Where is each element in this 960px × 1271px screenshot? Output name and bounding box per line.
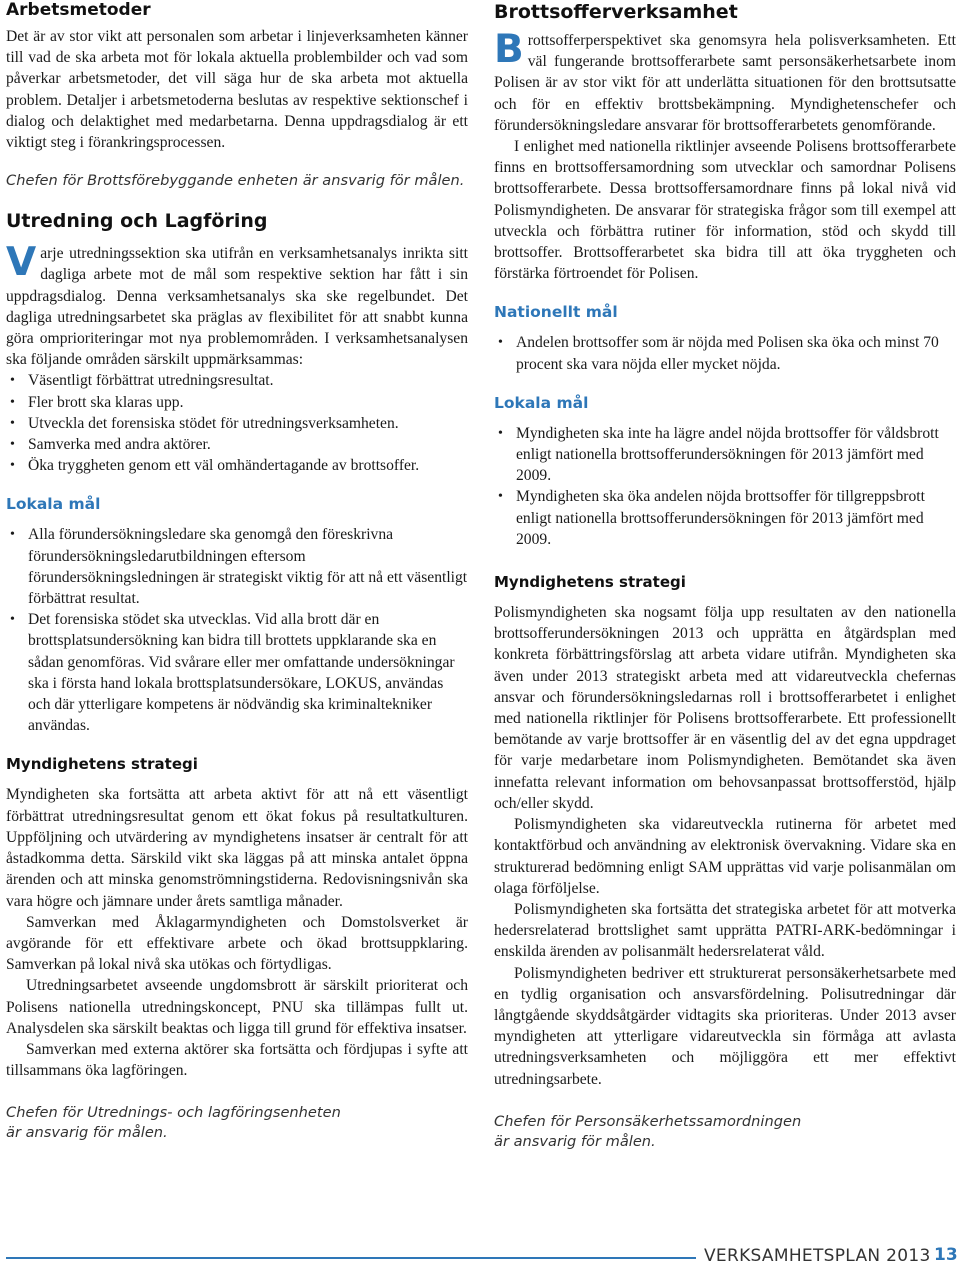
strategi-responsibility-note: Chefen för Utrednings- och lagföringsenheten är ansvarig för målen. <box>6 1104 341 1142</box>
arbetsmetoder-responsibility-note: Chefen för Brottsförebyggande enheten är ansvarig för målen. <box>6 172 465 190</box>
strategi-responsibility-note: Chefen för Personsäkerhetssamordningen är ansvarig för målen. <box>494 1112 802 1150</box>
strategi-paragraph: Polismyndigheten ska vidareutveckla rutinerna för arbetet med kontaktförbud och användning av elektronisk övervakning. Vidare ska en strukturerad bedömning enligt SAM upprättas vid varje polisanmälan om olaga förföljelse. <box>494 816 956 897</box>
utredning-bullet-list <box>6 370 468 476</box>
list-item: • Alla förundersökningsledare ska genomgå den föreskrivna förundersökningsledarutbildningen eftersom förundersökningsledningen är strategiskt viktig för att nå ett väsentligt förbättrat resultat. <box>10 526 468 608</box>
bullet-icon: • <box>10 458 15 474</box>
strategi-paragraph: Utredningsarbetet avseende ungdomsbrott är särskilt prioriterat och Polisens nationella utredningskoncept, PNU ska tillämpas fullt ut. Analysdelen ska särskilt beaktas och ligga till grund för effektiva insatser. <box>6 977 468 1037</box>
utredning-paragraph: arje utredningssektion ska utifrån en verksamhetsanalys inrikta sitt dagliga arbete mot de mål som respektive sektion har fått i sin uppdragsdialog. Denna verksamhetsanalys ska ske regelbundet. Det dagliga utredningsarbetet ska präglas av flexibilitet för att snabbt kunna göra omprioriteringar mot nya problemområden. I verksamhetsanalysen ska följande områden särskilt uppmärksammas: <box>6 245 468 369</box>
bullet-icon: • <box>10 612 15 628</box>
list-item: • Utveckla det forensiska stödet för utredningsverksamheten. <box>6 413 468 434</box>
strategi-paragraph: Myndigheten ska fortsätta att arbeta aktivt för att nå ett väsentligt förbättrat utredningsresultat genom ett ökat fokus på resultatkulturen. Uppföljning och utvärdering av myndighetens insatser är centralt för att åstadkomma detta. Särskild vikt ska läggas på att minska antalet öppna ärenden och att minska genomströmningstiderna. Redovisningsnivån ska vara högre och jämnare under årets samtliga månader. <box>6 786 468 910</box>
section-heading-utredning: Utredning och Lagföring <box>6 210 268 233</box>
nationellt-bullet-list <box>494 332 956 374</box>
drop-cap: V <box>6 240 37 286</box>
list-item: • Andelen brottsoffer som är nöjda med Polisen ska öka och minst 70 procent ska vara nöjda eller mycket nöjda. <box>498 334 939 373</box>
footer-title: VERKSAMHETSPLAN 2013 <box>704 1246 931 1266</box>
brottsoffer-paragraph: I enlighet med nationella riktlinjer avseende Polisens brottsofferarbete finns en brottsoffersamordning som utvecklar och samordnar Polisens brottsofferarbete. Dessa brottsoffersamordnare finns på lokal nivå vid Polismyndigheten. De ansvarar för strategiska frågor som till exempel att utveckla och förbättra rutiner för information, stöd och skydd till brottsoffer. Brottsofferarbetet ska bidra till att öka tryggheten och förstärka förtroendet för Polisen. <box>494 138 956 283</box>
left-column <box>6 0 468 1143</box>
brottsoffer-intro <box>494 27 956 136</box>
page-footer <box>0 1240 960 1270</box>
footer-rule <box>6 1257 696 1259</box>
list-item: • Öka tryggheten genom ett väl omhändertagande av brottsoffer. <box>6 455 468 476</box>
arbetsmetoder-paragraph: Det är av stor vikt att personalen som arbetar i linjeverksamheten känner till vad de ska arbeta mot för lokala aktuella problembilder och vad som påverkar arbetsmetoder, det vill säga hur de ska arbeta mot aktuella problem. Detaljer i arbetsmetoderna beslutas av respektive sektionschef i dialog och delaktighet med medarbetarna. Denna uppdragsdialog är ett viktigt steg i förankringsprocessen. <box>6 28 468 152</box>
brottsoffer-paragraph: rottsofferperspektivet ska genomsyra hela polisverksamheten. Ett väl fungerande brottsofferarbete samt personsäkerhetsarbete inom Polisen är av stor vikt för att underlätta situationen för den brottsutsatte och för en effektiv brottsbekämpning. Myndighetenschefer och förundersökningsledare ansvarar för brottsofferarbetets genomförande. <box>494 32 956 134</box>
subheading-lokala-mal: Lokala mål <box>494 393 589 412</box>
strategi-paragraph: Polismyndigheten ska nogsamt följa upp resultaten av den nationella brottsofferundersökningen 2013 och upprätta en åtgärdsplan med konkreta förbättringsförslag att arbeta vidare utifrån. Myndigheten ska även under 2013 strategiskt arbeta med att vidareutveckla chefernas ansvar och förundersökningsledarnas roll i brottsofferarbetet i enlighet med nationella riktlinjer för Polisens brottsofferarbete. Ett professionellt bemötande av varje brottsoffer är en väsentlig del av det egna uppdraget för varje medarbetare inom Polismyndigheten. Bemötandet ska även innefatta relevant information om behovsanpassat brottsofferstöd, hjälp och/eller skydd. <box>494 604 956 812</box>
section-heading-arbetsmetoder: Arbetsmetoder <box>6 0 151 20</box>
section-heading-brottsoffer: Brottsofferverksamhet <box>494 1 738 23</box>
utredning-intro <box>6 240 468 370</box>
subheading-myndighetens-strategi: Myndighetens strategi <box>6 755 198 774</box>
strategi-paragraph: Polismyndigheten bedriver ett strukturerat personsäkerhetsarbete med en tydlig organisation och ansvarsfördelning. Polisutredningar där långtgående skyddsåtgärder vidtagits ska prioriteras. Under 2013 avser myndigheten att ytterligare vidareutveckla sin förmåga att avlasta utredningsverksamheten och möjliggöra ett mer effektivt utredningsarbete. <box>494 964 956 1088</box>
bullet-icon: • <box>10 394 15 410</box>
drop-cap: B <box>494 27 524 72</box>
subheading-myndighetens-strategi: Myndighetens strategi <box>494 573 686 592</box>
list-item: • Myndigheten ska inte ha lägre andel nöjda brottsoffer för våldsbrott enligt nationella brottsofferundersökningen för 2013 jämfört med 2009. <box>498 424 939 485</box>
bullet-icon: • <box>10 415 15 431</box>
subheading-nationellt-mal: Nationellt mål <box>494 303 618 322</box>
page-number: 13 <box>934 1245 958 1265</box>
strategi-paragraph: Polismyndigheten ska fortsätta det strategiska arbetet för att motverka hedersrelaterad brottslighet samt upprätta PATRI-ARK-bedömningar i enskilda ärenden av polisanmält hedersrelaterat våld. <box>494 900 956 961</box>
strategi-paragraph: Samverkan med Åklagarmyndigheten och Domstolsverket är avgörande för ett effektivare arbete och ökad brottsuppklaring. Samverkan på lokal nivå ska utökas och förtydligas. <box>6 913 468 974</box>
strategi-paragraph: Samverkan med externa aktörer ska fortsätta och fördjupas i syfte att tillsammans öka lagföringen. <box>6 1040 468 1080</box>
bullet-icon: • <box>498 335 503 351</box>
right-column <box>494 0 956 1152</box>
list-item: • Väsentligt förbättrat utredningsresultat. <box>6 370 468 391</box>
bullet-icon: • <box>498 489 503 505</box>
lokala-bullet-list <box>494 423 956 550</box>
bullet-icon: • <box>10 437 15 453</box>
bullet-icon: • <box>10 373 15 389</box>
lokala-mal-bullet-list <box>6 524 468 736</box>
list-item: • Fler brott ska klaras upp. <box>6 392 468 413</box>
subheading-lokala-mal: Lokala mål <box>6 495 101 514</box>
bullet-icon: • <box>10 527 15 543</box>
bullet-icon: • <box>498 425 503 441</box>
list-item: • Det forensiska stödet ska utvecklas. Vid alla brott där en brottsplatsundersökning kan bidra till brottets uppklarande ska en sådan genomföras. Vid svårare eller mer omfattande undersökningar ska i första hand lokala brottsplatsundersökare, LOKUS, användas och där ytterligare kompetens är nödvändig ska kriminaltekniker användas. <box>10 611 455 735</box>
list-item: • Samverka med andra aktörer. <box>6 434 468 455</box>
list-item: • Myndigheten ska öka andelen nöjda brottsoffer för tillgreppsbrott enligt nationella brottsofferundersökningen för 2013 jämfört med 2009. <box>498 488 925 548</box>
